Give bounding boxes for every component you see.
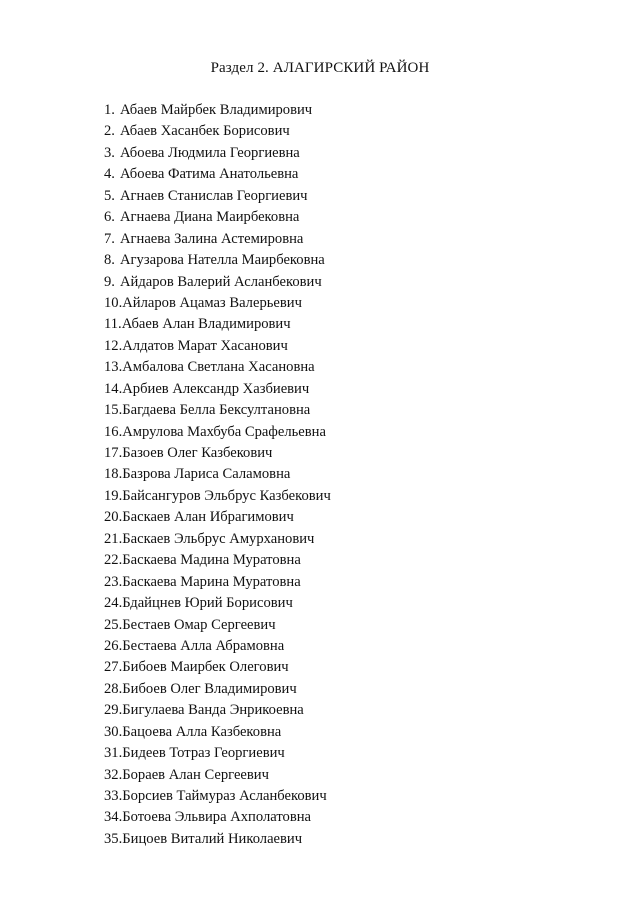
list-item <box>104 679 331 700</box>
list-item <box>104 357 331 378</box>
list-item-number: 16. <box>104 423 123 440</box>
list-item-name: Амрулова Махбуба Срафельевна <box>122 423 326 440</box>
list-item-number: 10. <box>104 294 123 311</box>
list-item <box>104 657 331 678</box>
list-item-number: 9. <box>104 273 115 290</box>
list-item-number: 3. <box>104 144 115 161</box>
list-item-name: Борсиев Таймураз Асланбекович <box>122 788 327 804</box>
list-item <box>104 422 331 443</box>
list-item-number: 2. <box>104 123 115 140</box>
list-item <box>104 164 331 185</box>
list-item <box>104 615 331 636</box>
list-item-number: 12. <box>104 337 123 354</box>
list-item-number: 35. <box>104 830 123 847</box>
list-item-name: Агнаева Залина Астемировна <box>120 230 304 247</box>
list-item-name: Бестаев Омар Сергеевич <box>122 616 276 633</box>
list-item <box>104 379 331 400</box>
list-item-name: Агузарова Нателла Маирбековна <box>120 252 325 269</box>
section-title: Раздел 2. АЛАГИРСКИЙ РАЙОН <box>210 60 430 76</box>
list-item <box>104 486 331 507</box>
list-item <box>104 400 331 421</box>
list-item-name: Бдайцнев Юрий Борисович <box>122 595 293 612</box>
list-item-name: Абаев Хасанбек Борисович <box>120 123 290 140</box>
list-item <box>104 272 331 293</box>
list-item <box>104 636 331 657</box>
list-item-number: 6. <box>104 209 115 226</box>
list-item-number: 5. <box>104 187 115 204</box>
list-item-name: Бидеев Тотраз Георгиевич <box>122 745 285 762</box>
list-item-number: 1. <box>104 102 115 118</box>
list-item-number: 18. <box>104 466 123 483</box>
list-item-name: Базрова Лариса Саламовна <box>122 466 291 483</box>
list-item <box>104 722 331 743</box>
list-item-name: Баскаева Марина Муратовна <box>122 573 301 590</box>
list-item-number: 33. <box>104 788 123 804</box>
list-item <box>104 121 331 142</box>
list-item-name: Абаев Майрбек Владимирович <box>120 102 313 118</box>
list-item <box>104 250 331 271</box>
list-item <box>104 314 331 335</box>
list-item-number: 29. <box>104 702 123 719</box>
list-item-name: Агнаева Диана Маирбековна <box>120 209 300 226</box>
list-item <box>104 529 331 550</box>
list-item-name: Амбалова Светлана Хасановна <box>122 359 315 376</box>
list-item-number: 4. <box>104 166 115 183</box>
list-item <box>104 229 331 250</box>
list-item <box>104 186 331 207</box>
list-item-number: 34. <box>104 809 123 826</box>
list-item-name: Баскаев Эльбрус Амурханович <box>122 530 315 547</box>
list-item-name: Бестаева Алла Абрамовна <box>122 637 285 654</box>
list-item-name: Алдатов Марат Хасанович <box>122 337 288 354</box>
list-item <box>104 572 331 593</box>
list-item-name: Абоева Людмила Георгиевна <box>120 144 300 161</box>
list-item <box>104 143 331 164</box>
list-item <box>104 100 331 121</box>
list-item-number: 31. <box>104 745 123 762</box>
list-item-number: 7. <box>104 230 115 247</box>
list-item-number: 20. <box>104 509 123 526</box>
list-item <box>104 765 331 786</box>
list-item <box>104 743 331 764</box>
list-item-name: Баскаев Алан Ибрагимович <box>122 509 294 526</box>
list-item-name: Байсангуров Эльбрус Казбекович <box>122 487 331 504</box>
list-item-number: 30. <box>104 723 123 740</box>
list-item-name: Айларов Ацамаз Валерьевич <box>122 294 302 311</box>
list-item <box>104 336 331 357</box>
list-item-name: Бацоева Алла Казбековна <box>122 723 282 740</box>
list-item <box>104 293 331 314</box>
list-item-name: Бицоев Виталий Николаевич <box>122 830 303 847</box>
list-item <box>104 550 331 571</box>
list-item <box>104 829 331 850</box>
list-item-number: 19. <box>104 487 123 504</box>
list-item-number: 25. <box>104 616 123 633</box>
list-item-number: 14. <box>104 380 123 397</box>
list-item-number: 11. <box>104 316 122 333</box>
list-item-number: 21. <box>104 530 123 547</box>
list-item-number: 22. <box>104 552 123 569</box>
list-item-number: 27. <box>104 659 123 676</box>
list-item <box>104 700 331 721</box>
list-item-name: Айдаров Валерий Асланбекович <box>120 273 322 290</box>
list-item <box>104 507 331 528</box>
list-item-name: Багдаева Белла Бексултановна <box>122 402 311 419</box>
list-item-name: Бибоев Олег Владимирович <box>122 680 297 697</box>
list-item-name: Агнаев Станислав Георгиевич <box>120 187 308 204</box>
list-item-name: Баскаева Мадина Муратовна <box>122 552 301 569</box>
list-item-name: Арбиев Александр Хазбиевич <box>122 380 310 397</box>
list-item-number: 28. <box>104 680 123 697</box>
list-item <box>104 443 331 464</box>
list-item-name: Абоева Фатима Анатольевна <box>120 166 299 183</box>
list-item-name: Ботоева Эльвира Ахполатовна <box>122 809 311 826</box>
list-item <box>104 207 331 228</box>
list-item-number: 17. <box>104 445 123 461</box>
list-item-number: 24. <box>104 595 123 612</box>
list-item <box>104 786 331 807</box>
list-item-number: 32. <box>104 766 123 783</box>
list-item-name: Бораев Алан Сергеевич <box>122 766 269 783</box>
list-item-number: 26. <box>104 637 123 654</box>
list-item-name: Абаев Алан Владимирович <box>121 316 291 333</box>
list-item-number: 8. <box>104 252 115 269</box>
list-item-number: 13. <box>104 359 123 376</box>
list-item <box>104 464 331 485</box>
list-item-number: 23. <box>104 573 123 590</box>
list-item <box>104 593 331 614</box>
list-item-name: Бибоев Маирбек Олегович <box>122 659 289 676</box>
list-item-name: Бигулаева Ванда Энрикоевна <box>122 702 304 719</box>
list-item-number: 15. <box>104 402 123 419</box>
list-item <box>104 807 331 828</box>
list-item-name: Базоев Олег Казбекович <box>122 445 273 461</box>
name-list <box>104 100 331 850</box>
